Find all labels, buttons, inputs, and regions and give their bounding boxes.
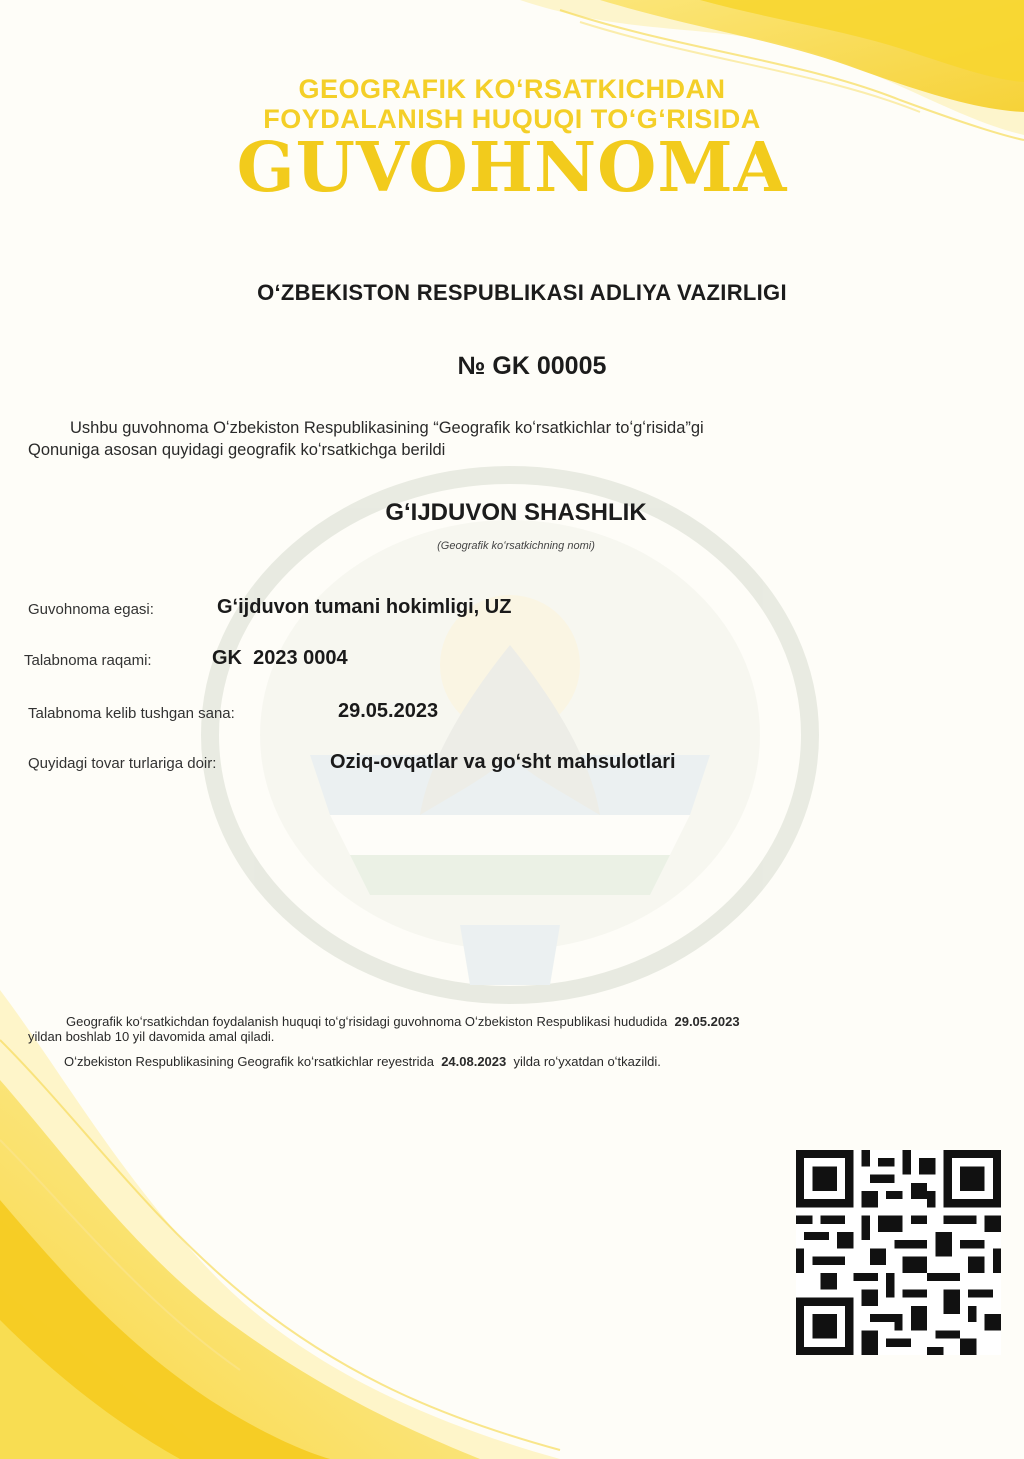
goods-label: Quyidagi tovar turlariga doir: <box>28 755 217 772</box>
header-line-2: FOYDALANISH HUQUQI TOʻGʻRISIDA <box>263 104 761 134</box>
intro-line-2: Qonuniga asosan quyidagi geografik koʻrsatkichga berildi <box>28 441 446 459</box>
intro-line-1: Ushbu guvohnoma Oʻzbekiston Respublikasining “Geografik koʻrsatkichlar toʻgʻrisida”gi <box>70 419 704 437</box>
registry-text: Oʻzbekiston Respublikasining Geografik koʻrsatkichlar reyestrida <box>64 1054 434 1069</box>
geographic-indication-name: GʻIJDUVON SHASHLIK <box>385 499 647 526</box>
registry-statement <box>28 1054 661 1069</box>
goods-value: Oziq-ovqatlar va goʻsht mahsulotlari <box>330 751 676 773</box>
intro-paragraph <box>28 417 988 461</box>
validity-text-2: yildan boshlab 10 yil davomida amal qiladi. <box>28 1029 275 1044</box>
validity-text: Geografik koʻrsatkichdan foydalanish huquqi toʻgʻrisidagi guvohnoma Oʻzbekiston Respublikasi hududida <box>66 1014 668 1029</box>
document-title: GUVOHNOMA <box>236 128 788 208</box>
holder-value: Gʻijduvon tumani hokimligi, UZ <box>217 596 512 618</box>
validity-date: 29.05.2023 <box>674 1014 740 1029</box>
holder-label: Guvohnoma egasi: <box>28 601 154 618</box>
application-number-label: Talabnoma raqami: <box>24 652 152 669</box>
application-number-value: GK 2023 0004 <box>212 647 348 669</box>
application-date-label: Talabnoma kelib tushgan sana: <box>28 705 235 722</box>
registry-date: 24.08.2023 <box>441 1054 507 1069</box>
validity-statement <box>28 1014 740 1044</box>
application-date-value: 29.05.2023 <box>338 700 439 722</box>
qr-code-icon <box>796 1150 1001 1355</box>
issuing-ministry: OʻZBEKISTON RESPUBLIKASI ADLIYA VAZIRLIGI <box>257 280 787 305</box>
registry-text-2: yilda roʻyxatdan oʻtkazildi. <box>513 1054 661 1069</box>
certificate-number: № GK 00005 <box>457 352 607 380</box>
state-emblem-watermark <box>170 455 850 1015</box>
header-line-1: GEOGRAFIK KOʻRSATKICHDAN <box>298 74 726 104</box>
geographic-indication-caption: (Geografik koʻrsatkichning nomi) <box>437 540 595 552</box>
